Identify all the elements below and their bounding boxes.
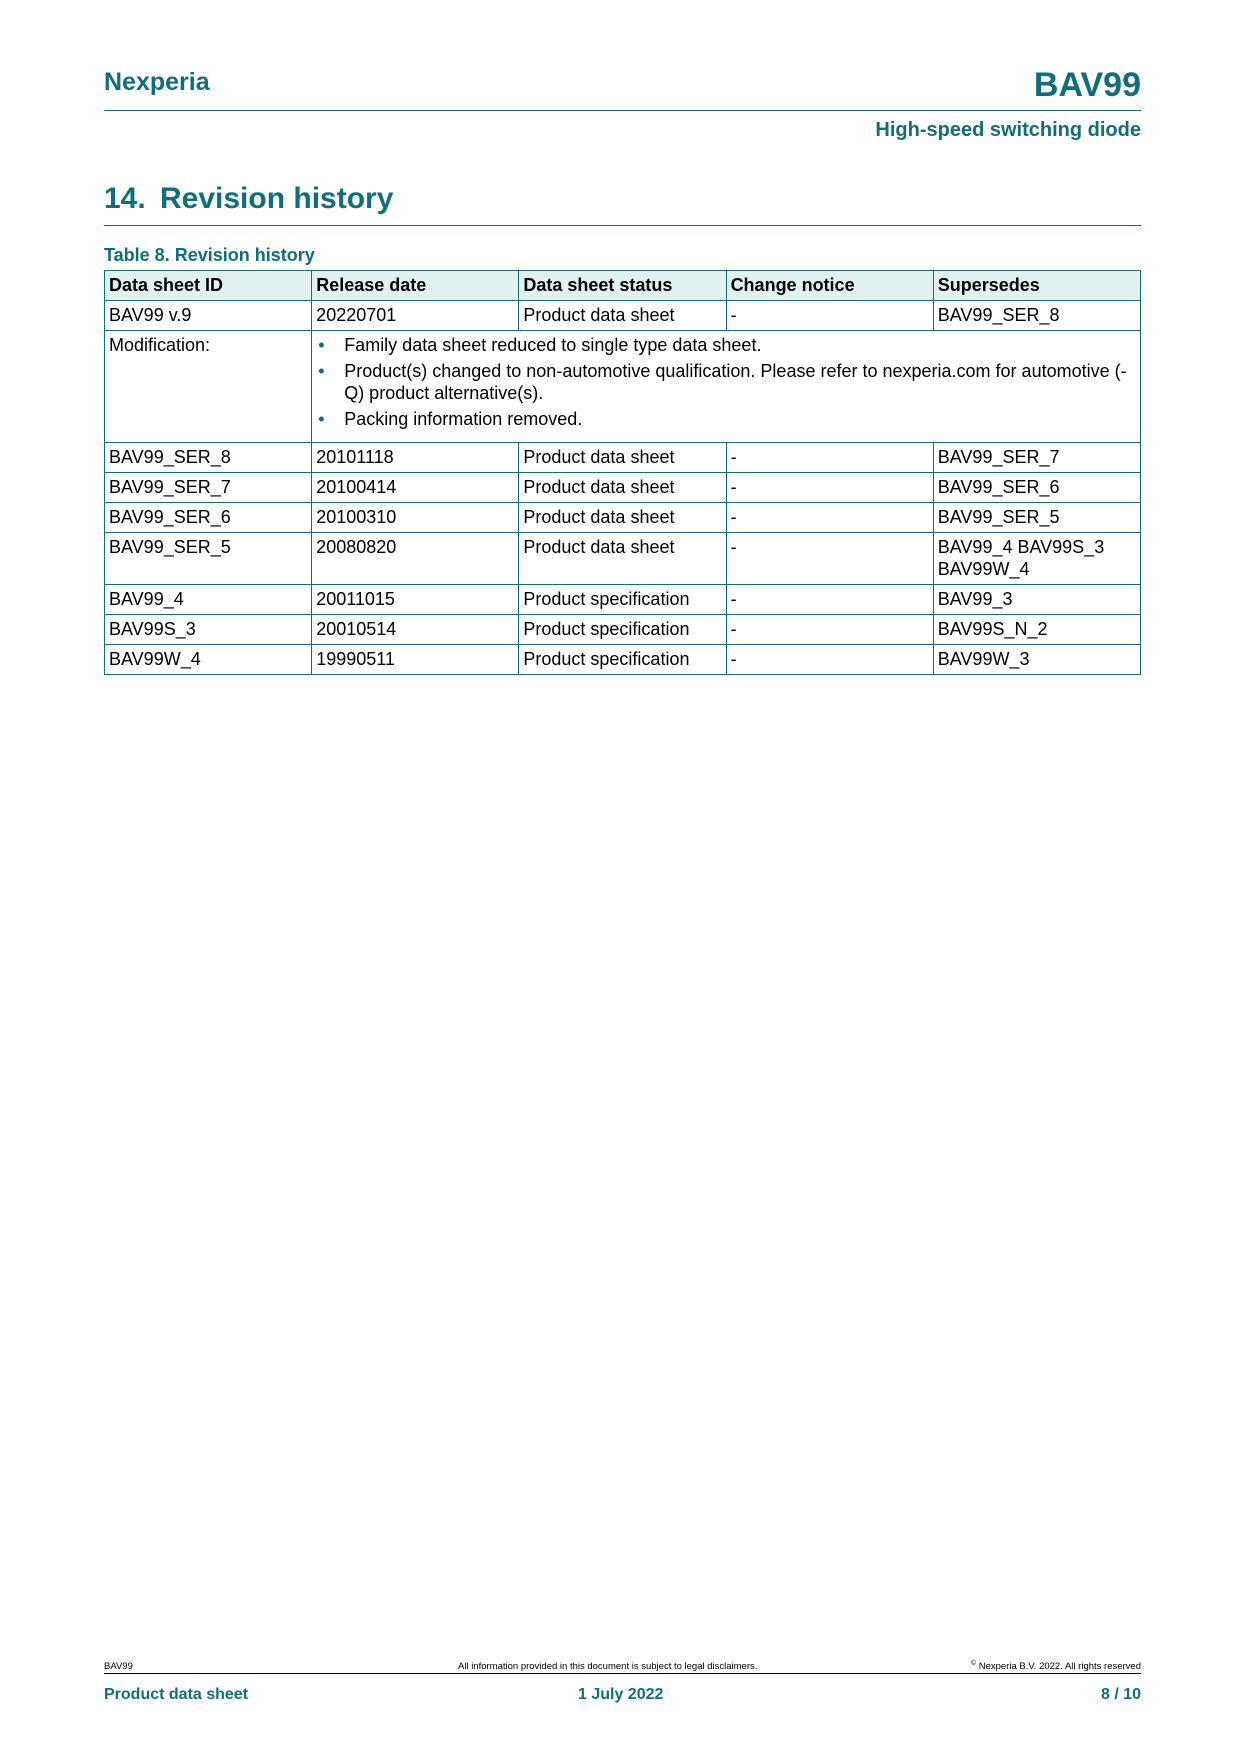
table-cell: 20010514 (312, 615, 519, 645)
table-cell: Product data sheet (519, 533, 726, 585)
table-row (105, 615, 1141, 645)
modification-item: • Packing information removed. (344, 408, 1136, 430)
table-cell: 20220701 (312, 301, 519, 331)
table-cell: BAV99_4 BAV99S_3 BAV99W_4 (933, 533, 1140, 585)
section-heading (104, 182, 393, 216)
table-row (105, 473, 1141, 503)
section-divider (104, 225, 1141, 226)
section-title: Revision history (160, 182, 394, 215)
footer-doc-type: Product data sheet (104, 1686, 249, 1703)
footer-divider (104, 1673, 1141, 1674)
modification-item: • Product(s) changed to non-automotive qualification. Please refer to nexperia.com for automotive (-Q) product alternative(s). (344, 360, 1136, 404)
modification-row (105, 331, 1141, 443)
footer-disclaimer: All information provided in this document is subject to legal disclaimers. (458, 1661, 758, 1672)
copyright-text: Nexperia B.V. 2022. All rights reserved (978, 1661, 1141, 1673)
column-header: Data sheet status (519, 271, 726, 301)
modification-label: Modification: (105, 331, 312, 443)
table-cell: - (726, 301, 933, 331)
table-cell: BAV99S_N_2 (933, 615, 1140, 645)
table-cell: 20100310 (312, 503, 519, 533)
footer-doc-id: BAV99 (104, 1661, 133, 1672)
footer-copyright (971, 1660, 1141, 1672)
table-cell: 19990511 (312, 645, 519, 675)
table-cell: - (726, 615, 933, 645)
table-header-row (105, 271, 1141, 301)
table-cell: BAV99 v.9 (105, 301, 312, 331)
column-header: Release date (312, 271, 519, 301)
table-row (105, 645, 1141, 675)
table-cell: - (726, 533, 933, 585)
copyright-symbol: © (970, 1660, 977, 1667)
header-divider (104, 110, 1141, 111)
column-header: Data sheet ID (105, 271, 312, 301)
table-row (105, 301, 1141, 331)
table-cell: 20080820 (312, 533, 519, 585)
table-cell: BAV99_SER_7 (933, 443, 1140, 473)
table-cell: Product specification (519, 645, 726, 675)
modification-item: • Family data sheet reduced to single type data sheet. (344, 334, 1136, 356)
table-cell: BAV99_SER_7 (105, 473, 312, 503)
footer-page-number: 8 / 10 (1100, 1686, 1141, 1703)
column-header: Change notice (726, 271, 933, 301)
table-cell: BAV99W_3 (933, 645, 1140, 675)
table-cell: 20011015 (312, 585, 519, 615)
modification-details (312, 331, 1141, 443)
product-name: BAV99 (1033, 66, 1141, 104)
table-cell: Product specification (519, 585, 726, 615)
table-cell: BAV99_3 (933, 585, 1140, 615)
table-cell: - (726, 585, 933, 615)
table-cell: - (726, 443, 933, 473)
product-subtitle: High-speed switching diode (875, 119, 1141, 141)
table-cell: BAV99_SER_5 (105, 533, 312, 585)
table-cell: BAV99_SER_6 (933, 473, 1140, 503)
table-cell: - (726, 473, 933, 503)
table-row (105, 503, 1141, 533)
table-caption: Table 8. Revision history (104, 245, 315, 265)
column-header: Supersedes (933, 271, 1140, 301)
table-cell: - (726, 645, 933, 675)
footer-date: 1 July 2022 (578, 1686, 664, 1703)
brand-name: Nexperia (104, 68, 210, 96)
table-cell: BAV99_SER_6 (105, 503, 312, 533)
table-cell: Product data sheet (519, 443, 726, 473)
table-row (105, 533, 1141, 585)
table-cell: Product data sheet (519, 301, 726, 331)
table-row (105, 585, 1141, 615)
modification-list (316, 334, 1136, 430)
table-cell: BAV99S_3 (105, 615, 312, 645)
table-cell: BAV99W_4 (105, 645, 312, 675)
table-row (105, 443, 1141, 473)
revision-history-table (104, 270, 1141, 675)
table-cell: Product data sheet (519, 473, 726, 503)
table-cell: BAV99_SER_8 (105, 443, 312, 473)
table-cell: 20100414 (312, 473, 519, 503)
section-number: 14. (104, 182, 146, 215)
table-cell: Product specification (519, 615, 726, 645)
table-cell: - (726, 503, 933, 533)
table-cell: BAV99_SER_5 (933, 503, 1140, 533)
table-cell: BAV99_4 (105, 585, 312, 615)
table-cell: BAV99_SER_8 (933, 301, 1140, 331)
table-cell: Product data sheet (519, 503, 726, 533)
table-cell: 20101118 (312, 443, 519, 473)
